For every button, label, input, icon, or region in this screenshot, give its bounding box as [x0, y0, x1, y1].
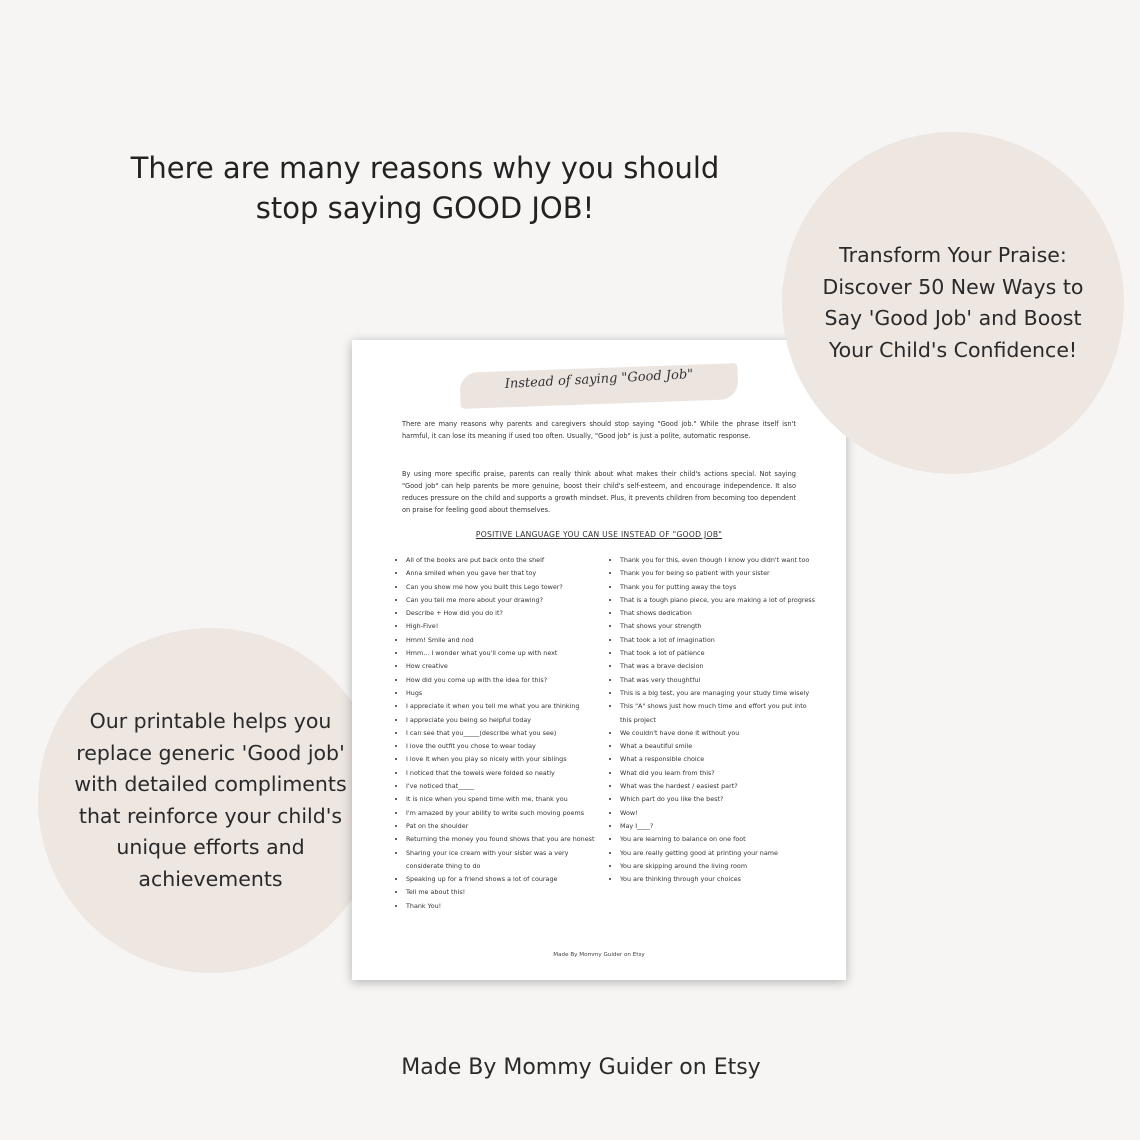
phrase-item: • Can you show me how you built this Lego tower?	[406, 581, 606, 594]
phrase-item: • Hmm... I wonder what you'll come up with next	[406, 647, 606, 660]
sheet-title: Instead of saying "Good Job"	[504, 367, 694, 392]
phrase-item: • This is a big test, you are managing your study time wisely	[620, 687, 820, 700]
phrase-item: • I appreciate you being so helpful today	[406, 714, 606, 727]
phrase-item: • I noticed that the towels were folded so neatly	[406, 767, 606, 780]
phrase-item: • Thank you for putting away the toys	[620, 581, 820, 594]
sheet-subheading: POSITIVE LANGUAGE YOU CAN USE INSTEAD OF "GOOD JOB"	[475, 530, 723, 539]
phrase-item: • You are skipping around the living room	[620, 860, 820, 873]
phrase-item: • That shows dedication	[620, 607, 820, 620]
phrase-item: • I can see that you_____(describe what you see)	[406, 727, 606, 740]
phrase-item: • Speaking up for a friend shows a lot of courage	[406, 873, 606, 886]
phrase-item: • Thank You!	[406, 900, 606, 913]
phrase-item: • Anna smiled when you gave her that toy	[406, 567, 606, 580]
phrase-item: • Tell me about this!	[406, 886, 606, 899]
phrase-item: • What was the hardest / easiest part?	[620, 780, 820, 793]
phrase-item: • You are thinking through your choices	[620, 873, 820, 886]
promo-circle-left	[38, 628, 383, 973]
phrase-item: • Returning the money you found shows that you are honest	[406, 833, 606, 846]
promo-text-right: Transform Your Praise: Discover 50 New Ways to Say 'Good Job' and Boost Your Child's Confidence!	[822, 243, 1084, 362]
phrase-list-left	[396, 554, 606, 913]
phrase-item: • Wow!	[620, 807, 820, 820]
phrase-item: • I'm amazed by your ability to write such moving poems	[406, 807, 606, 820]
phrase-item: • Describe + How did you do it?	[406, 607, 606, 620]
phrase-item: • What did you learn from this?	[620, 767, 820, 780]
phrase-item: • That took a lot of imagination	[620, 634, 820, 647]
phrase-item: • What a beautiful smile	[620, 740, 820, 753]
sheet-paragraph-1: There are many reasons why parents and caregivers should stop saying "Good job." While the phrase itself isn't harmful, it can lose its meaning if used too often. Usually, "Good job" is just a polite, automatic response.	[402, 420, 796, 440]
promo-circle-right	[782, 132, 1124, 474]
phrase-item: • I appreciate it when you tell me what you are thinking	[406, 700, 606, 713]
phrase-item: • May I____?	[620, 820, 820, 833]
phrase-item: • How did you come up with the idea for this?	[406, 674, 606, 687]
credit-line: Made By Mommy Guider on Etsy	[401, 1055, 761, 1080]
phrase-item: • You are learning to balance on one foot	[620, 833, 820, 846]
phrase-item: • That took a lot of patience	[620, 647, 820, 660]
phrase-item: • Thank you for being so patient with your sister	[620, 567, 820, 580]
phrase-item: • That was very thoughtful	[620, 674, 820, 687]
phrase-item: • Pat on the shoulder	[406, 820, 606, 833]
sheet-paragraph-2: By using more specific praise, parents can really think about what makes their child's actions special. Not saying "Good job" can help parents be more genuine, boost their child's self-esteem, and encourage independence. It also reduces pressure on the child and supports a growth mindset. Plus, it prevents children from becoming too dependent on praise for feeling good about themselves.	[402, 470, 796, 514]
phrase-item: • Sharing your ice cream with your sister was a very considerate thing to do	[406, 847, 606, 874]
printable-sheet-preview	[352, 340, 846, 980]
phrase-item: • Hugs	[406, 687, 606, 700]
phrase-item: • Hmm! Smile and nod	[406, 634, 606, 647]
phrase-item: • That is a tough piano piece, you are making a lot of progress	[620, 594, 820, 607]
phrase-item: • That shows your strength	[620, 620, 820, 633]
phrase-item: • How creative	[406, 660, 606, 673]
phrase-item: • I've noticed that_____	[406, 780, 606, 793]
phrase-item: • You are really getting good at printing your name	[620, 847, 820, 860]
phrase-item: • Which part do you like the best?	[620, 793, 820, 806]
phrase-item: • That was a brave decision	[620, 660, 820, 673]
phrase-item: • This "A" shows just how much time and effort you put into this project	[620, 700, 820, 727]
sheet-footer: Made By Mommy Guider on Etsy	[553, 952, 645, 958]
phrase-item: • High-Five!	[406, 620, 606, 633]
phrase-item: • It is nice when you spend time with me, thank you	[406, 793, 606, 806]
phrase-item: • Thank you for this, even though I know you didn't want too	[620, 554, 820, 567]
phrase-item: • All of the books are put back onto the shelf	[406, 554, 606, 567]
phrase-item: • Can you tell me more about your drawing?	[406, 594, 606, 607]
phrase-item: • We couldn't have done it without you	[620, 727, 820, 740]
phrase-list-right	[610, 554, 820, 886]
phrase-item: • What a responsible choice	[620, 753, 820, 766]
headline: There are many reasons why you should stop saying GOOD JOB!	[130, 151, 720, 225]
promo-text-left: Our printable helps you replace generic 'Good job' with detailed compliments that reinforce your child's unique efforts and achievements	[74, 709, 347, 891]
phrase-item: • I love the outfit you chose to wear today	[406, 740, 606, 753]
phrase-item: • I love it when you play so nicely with your siblings	[406, 753, 606, 766]
